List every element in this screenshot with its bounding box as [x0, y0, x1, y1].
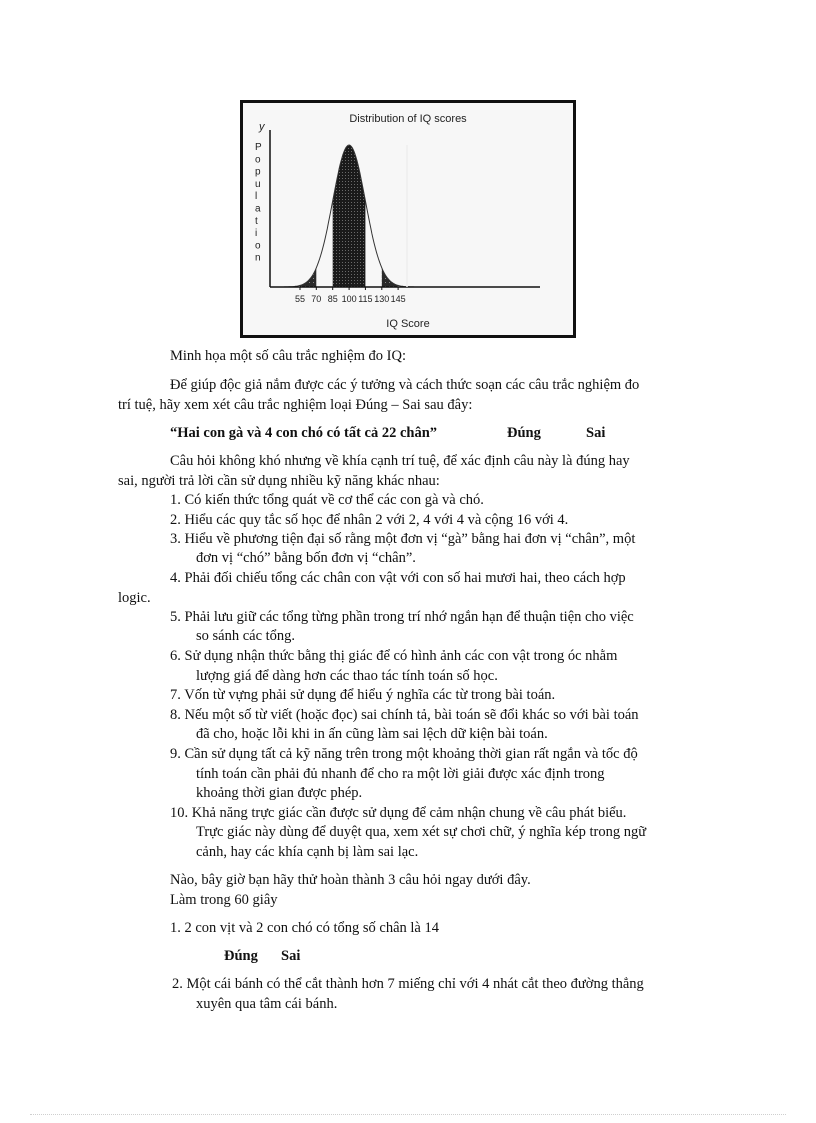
list-item-6-line-2: lượng giá để dàng hơn các thao tác tính toán số học.	[196, 668, 498, 684]
population-letter: a	[255, 203, 261, 215]
x-tick-85: 85	[327, 294, 338, 304]
now-try-text: Nào, bây giờ bạn hãy thử hoàn thành 3 câu hỏi ngay dưới đây.	[170, 872, 531, 888]
population-letter: l	[255, 191, 258, 203]
figure-frame	[242, 102, 575, 337]
list-item-5-line-1: 5. Phải lưu giữ các tổng từng phần trong trí nhớ ngắn hạn để thuận tiện cho việc	[170, 609, 634, 625]
list-item-3-line-2: đơn vị “chó” bằng bốn đơn vị “chân”.	[196, 550, 416, 566]
example-true-option: Đúng	[507, 425, 541, 441]
population-letter: i	[255, 228, 258, 240]
list-item-9-line-1: 9. Cần sử dụng tất cả kỹ năng trên trong một khoảng thời gian rất ngắn và tốc độ	[170, 746, 638, 762]
list-item-10-line-3: cảnh, hay các khía cạnh bị làm sai lạc.	[196, 844, 419, 860]
page-bottom-rule	[30, 1114, 786, 1115]
population-letter: u	[255, 178, 261, 190]
paragraph-line-1: Câu hỏi không khó nhưng về khía cạnh trí tuệ, để xác định câu này là đúng hay	[170, 453, 630, 469]
x-tick-130: 130	[374, 294, 390, 304]
list-item-8-line-1: 8. Nếu một số từ viết (hoặc đọc) sai chính tả, bài toán sẽ đổi khác so với bài toán	[170, 707, 639, 723]
list-item-3-line-1: 3. Hiểu về phương tiện đại số rằng một đơn vị “gà” bằng hai đơn vị “chân”, một	[170, 531, 636, 547]
population-letter: P	[255, 142, 262, 153]
list-item-9-line-2: tính toán cần phải đủ nhanh để cho ra một lời giải được xác định trong	[196, 766, 605, 782]
population-letter: n	[255, 252, 261, 264]
population-letter: t	[255, 215, 258, 227]
list-item-4-line-1: 4. Phải đối chiếu tổng các chân con vật với con số hai mươi hai, theo cách hợp	[170, 570, 626, 586]
x-axis-label: IQ Score	[386, 318, 430, 330]
paragraph-line-2: sai, người trả lời cần sử dụng nhiều kỹ năng khác nhau:	[118, 473, 440, 489]
x-tick-115: 115	[358, 294, 373, 304]
population-letter: o	[255, 154, 261, 166]
population-letter: o	[255, 240, 261, 252]
y-axis-label: y	[259, 121, 265, 133]
list-item-10-line-2: Trực giác này dùng để duyệt qua, xem xét sự chơi chữ, ý nghĩa kép trong ngữ	[196, 824, 647, 840]
intro-line-2: trí tuệ, hãy xem xét câu trắc nghiệm loại Đúng – Sai sau đây:	[118, 397, 473, 413]
question-2-line-2: xuyên qua tâm cái bánh.	[196, 996, 338, 1012]
x-tick-100: 100	[341, 294, 357, 304]
figure-caption: Minh họa một số câu trắc nghiệm đo IQ:	[170, 348, 406, 364]
question-1-false-option: Sai	[281, 948, 301, 964]
list-item-8-line-2: đã cho, hoặc lỗi khi in ấn cũng làm sai lệch dữ kiện bài toán.	[196, 726, 548, 742]
list-item-10-line-1: 10. Khả năng trực giác cần được sử dụng để cảm nhận chung về câu phát biểu.	[170, 805, 627, 821]
x-tick-55: 55	[294, 294, 306, 304]
list-item-6-line-1: 6. Sử dụng nhận thức bằng thị giác để có hình ảnh các con vật trong óc nhằm	[170, 648, 618, 664]
example-statement: “Hai con gà và 4 con chó có tất cả 22 chân”	[170, 425, 438, 441]
list-item-1: 1. Có kiến thức tổng quát về cơ thể các con gà và chó.	[170, 492, 484, 508]
list-item-7: 7. Vốn từ vựng phải sử dụng để hiểu ý nghĩa các từ trong bài toán.	[170, 687, 556, 703]
question-2-line-1: 2. Một cái bánh có thể cắt thành hơn 7 miếng chỉ với 4 nhát cắt theo đường thẳng	[172, 976, 644, 992]
population-letter: p	[255, 166, 261, 178]
question-1-true-option: Đúng	[224, 948, 258, 964]
list-item-5-line-2: so sánh các tổng.	[196, 628, 296, 644]
question-1: 1. 2 con vịt và 2 con chó có tổng số chân là 14	[170, 920, 439, 936]
iq-distribution-figure	[240, 100, 576, 338]
intro-line-1: Để giúp độc giả nắm được các ý tưởng và cách thức soạn các câu trắc nghiệm đo	[170, 377, 640, 393]
list-item-4-line-2: logic.	[118, 590, 151, 606]
time-limit-text: Làm trong 60 giây	[170, 892, 278, 908]
list-item-9-line-3: khoảng thời gian được phép.	[196, 785, 363, 801]
list-item-2: 2. Hiểu các quy tắc số học để nhân 2 với 2, 4 với 4 và cộng 16 với 4.	[170, 512, 569, 528]
x-tick-70: 70	[311, 294, 322, 304]
x-tick-145: 145	[390, 294, 406, 304]
chart-title: Distribution of IQ scores	[349, 113, 467, 125]
example-false-option: Sai	[586, 425, 606, 441]
